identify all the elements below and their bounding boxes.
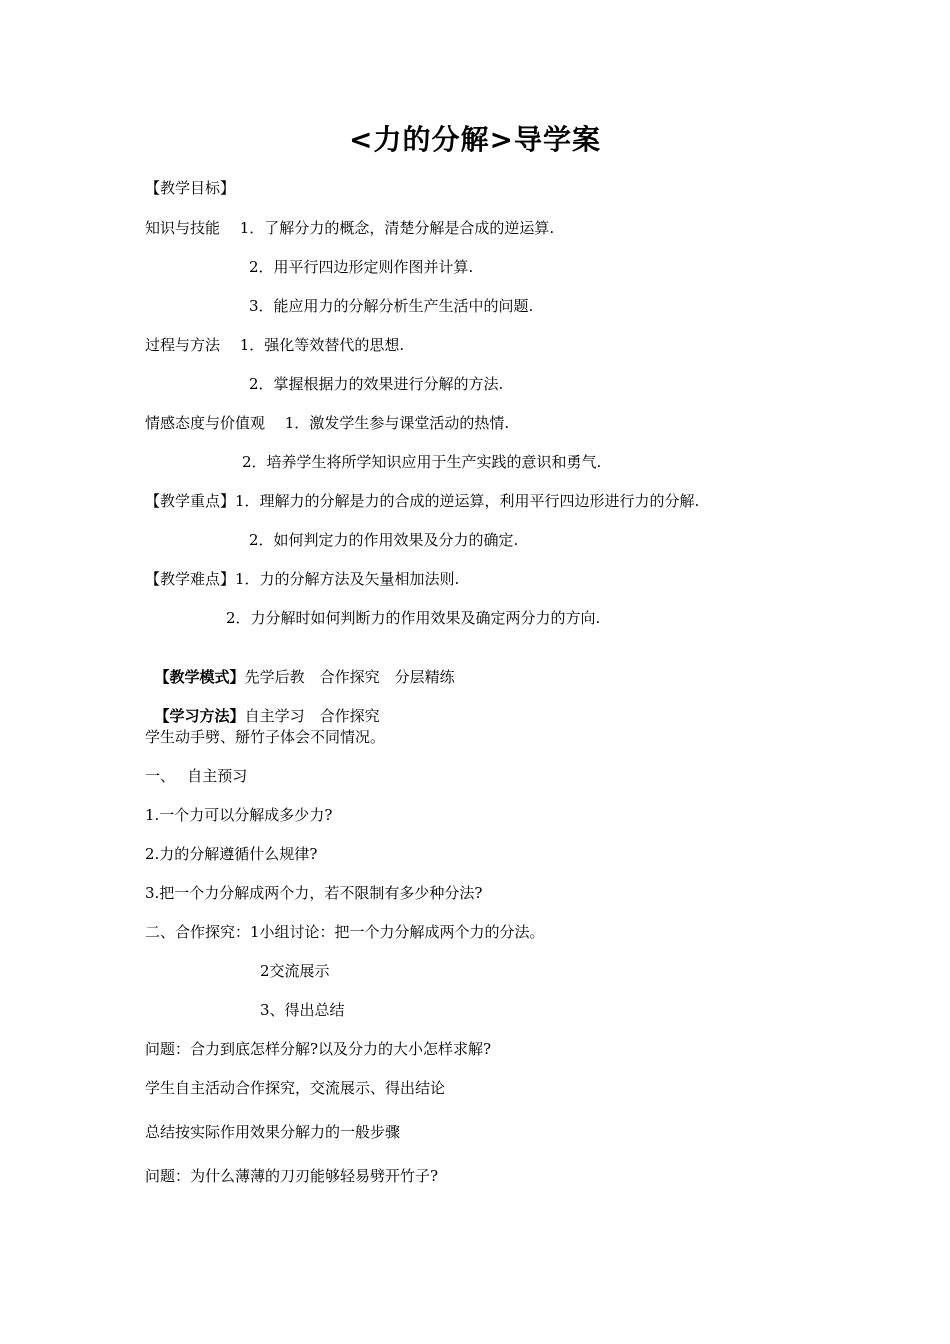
section-cooperative-inquiry: 二、合作探究：1小组讨论：把一个力分解成两个力的分法。 — [145, 923, 545, 941]
problem-decomposition: 问题：合力到底怎样分解?以及分力的大小怎样求解? — [145, 1040, 492, 1058]
document-title: <力的分解>导学案 — [349, 123, 601, 156]
learning-method-label: 【学习方法】 — [154, 707, 245, 725]
question-2: 2.力的分解遵循什么规律? — [145, 845, 318, 863]
learning-method-value: 自主学习 合作探究 — [244, 707, 380, 725]
process-method-item-2: 2．掌握根据力的效果进行分解的方法. — [249, 375, 504, 393]
process-method-item-1: 过程与方法 1．强化等效替代的思想. — [145, 336, 405, 354]
problem-blade: 问题：为什么薄薄的刀刃能够轻易劈开竹子? — [145, 1167, 439, 1185]
knowledge-skill-item-1: 知识与技能 1．了解分力的概念，清楚分解是合成的逆运算. — [145, 219, 555, 237]
teaching-mode-label: 【教学模式】 — [154, 668, 245, 686]
key-point-item-1: 【教学重点】1．理解力的分解是力的合成的逆运算，利用平行四边形进行力的分解. — [145, 492, 700, 510]
question-3: 3.把一个力分解成两个力，若不限制有多少种分法? — [145, 884, 483, 902]
inquiry-step-3: 3、得出总结 — [260, 1001, 345, 1019]
key-point-item-2: 2．如何判定力的作用效果及分力的确定. — [249, 531, 519, 549]
section-heading-objectives: 【教学目标】 — [145, 179, 236, 197]
attitude-values-item-2: 2．培养学生将所学知识应用于生产实践的意识和勇气. — [242, 453, 602, 471]
section-self-preview: 一、 自主预习 — [145, 767, 248, 785]
knowledge-skill-item-2: 2．用平行四边形定则作图并计算. — [249, 258, 474, 276]
difficulty-item-2: 2．力分解时如何判断力的作用效果及确定两分力的方向. — [226, 609, 601, 627]
summary-steps: 总结按实际作用效果分解力的一般步骤 — [145, 1123, 401, 1141]
teaching-mode-line — [145, 647, 455, 687]
attitude-values-item-1: 情感态度与价值观 1．激发学生参与课堂活动的热情. — [145, 414, 510, 432]
teaching-mode-value: 先学后教 合作探究 分层精练 — [244, 668, 455, 686]
learning-method-line — [145, 686, 380, 726]
student-activity: 学生自主活动合作探究，交流展示、得出结论 — [145, 1079, 446, 1097]
activity-intro: 学生动手劈、掰竹子体会不同情况。 — [145, 728, 386, 746]
inquiry-step-2: 2交流展示 — [260, 962, 330, 980]
difficulty-item-1: 【教学难点】1．力的分解方法及矢量相加法则. — [145, 570, 460, 588]
knowledge-skill-item-3: 3．能应用力的分解分析生产生活中的问题. — [249, 297, 534, 315]
question-1: 1.一个力可以分解成多少力? — [145, 806, 333, 824]
